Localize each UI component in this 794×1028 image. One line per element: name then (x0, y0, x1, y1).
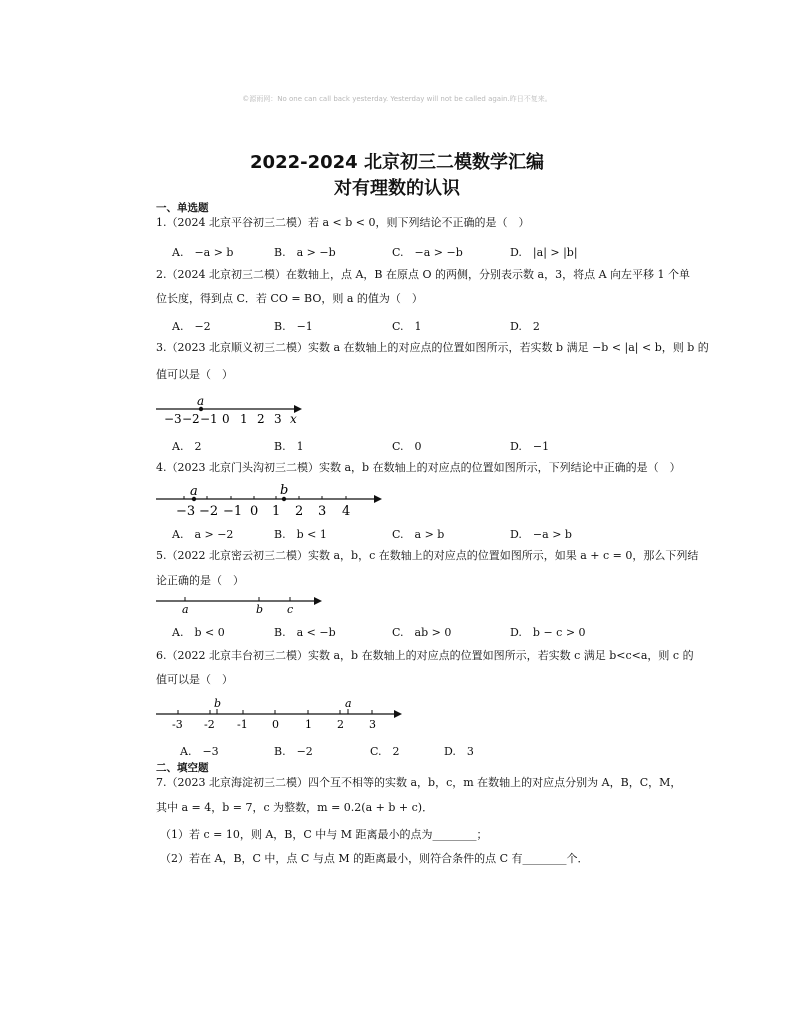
question-stem: 4.（2023 北京门头沟初三二模）实数 a，b 在数轴上的对应点的位置如图所示，下列结论中正确的是（ ） (156, 461, 681, 474)
tick-label: 1 (272, 504, 281, 519)
number-line-figure (156, 696, 416, 734)
tick-label: 1 (240, 412, 248, 426)
option: D. 2 (510, 320, 540, 333)
tick-label: 1 (305, 718, 312, 731)
point-label: a (190, 484, 198, 499)
tick-label: 3 (318, 504, 327, 519)
question-stem: 6.（2022 北京丰台初三二模）实数 a，b 在数轴上的对应点的位置如图所示，若实数 c 满足 b<c<a，则 c 的 (156, 649, 694, 662)
option: B. b < 1 (274, 528, 327, 541)
axis-name: x (290, 412, 297, 426)
question-stem: 2.（2024 北京初三二模）在数轴上，点 A，B 在原点 O 的两侧，分别表示数 a，3，将点 A 向左平移 1 个单 (156, 268, 690, 281)
tick-label: 3 (369, 718, 376, 731)
question-stem: 5.（2022 北京密云初三二模）实数 a，b，c 在数轴上的对应点的位置如图所示，如果 a + c = 0，那么下列结 (156, 549, 699, 562)
tick-label: -3 (172, 718, 183, 731)
option: A. 2 (172, 440, 202, 453)
tick-label: 3 (274, 412, 282, 426)
option: C. 0 (392, 440, 422, 453)
tick-label: −1 (200, 412, 218, 426)
option: A. b < 0 (172, 626, 225, 639)
point-label: b (256, 603, 264, 616)
point-label: b (280, 483, 289, 498)
option: A. −2 (172, 320, 211, 333)
arrow-icon (394, 710, 402, 718)
point-label: b (214, 697, 222, 710)
option: A. −a > b (172, 246, 234, 259)
number-line-figure (156, 592, 326, 616)
page-title: 2022-2024 北京初三二模数学汇编 (250, 152, 544, 173)
option: D. −a > b (510, 528, 572, 541)
point-label: a (182, 603, 189, 616)
question-stem: 值可以是（ ） (156, 673, 233, 686)
tick-label: −3 (164, 412, 182, 426)
tick-label: 0 (250, 504, 259, 519)
option: B. a > −b (274, 246, 336, 259)
point-label: a (197, 394, 205, 408)
tick-label: 2 (257, 412, 265, 426)
question-stem: 位长度，得到点 C．若 CO = BO，则 a 的值为（ ） (156, 292, 423, 305)
option: D. −1 (510, 440, 550, 453)
option: B. −1 (274, 320, 313, 333)
tick-label: 0 (222, 412, 230, 426)
question-stem: 其中 a = 4，b = 7，c 为整数，m = 0.2(a + b + c)． (156, 801, 434, 814)
question-stem: 1.（2024 北京平谷初三二模）若 a < b < 0，则下列结论不正确的是（ ） (156, 216, 530, 229)
sub-question: （1）若 c = 10，则 A，B，C 中与 M 距离最小的点为________； (160, 828, 488, 841)
question-stem: 7.（2023 北京海淀初三二模）四个互不相等的实数 a，b，c，m 在数轴上的对应点分别为 A，B，C，M， (156, 776, 682, 789)
section-heading: 二、填空题 (156, 762, 209, 774)
arrow-icon (314, 597, 322, 605)
question-stem: 论正确的是（ ） (156, 574, 244, 587)
option: C. ab > 0 (392, 626, 452, 639)
option: C. 2 (370, 745, 400, 758)
point-label: c (287, 603, 294, 616)
tick-label: −1 (223, 504, 243, 519)
option: D. b − c > 0 (510, 626, 586, 639)
option: C. −a > −b (392, 246, 463, 259)
option: B. 1 (274, 440, 304, 453)
tick-label: 2 (337, 718, 344, 731)
page-subtitle: 对有理数的认识 (334, 178, 460, 199)
option: A. −3 (180, 745, 219, 758)
section-heading: 一、单选题 (156, 202, 209, 214)
option: A. a > −2 (172, 528, 234, 541)
number-line-figure (156, 483, 386, 519)
option: C. a > b (392, 528, 445, 541)
option: B. a < −b (274, 626, 336, 639)
question-stem: 3.（2023 北京顺义初三二模）实数 a 在数轴上的对应点的位置如图所示，若实数 b 满足 −b < |a| < b，则 b 的 (156, 341, 709, 354)
tick-label: -2 (204, 718, 215, 731)
option: C. 1 (392, 320, 422, 333)
arrow-icon (374, 495, 382, 503)
option: D. |a| > |b| (510, 246, 578, 259)
tick-label: 4 (342, 504, 351, 519)
point-label: a (345, 697, 352, 710)
tick-label: −2 (199, 504, 219, 519)
watermark: ©源雨网：No one can call back yesterday. Yesterday will not be called again.昨日不复来。 (242, 95, 552, 103)
number-line-figure (156, 396, 306, 426)
tick-label: 2 (295, 504, 304, 519)
tick-label: -1 (237, 718, 248, 731)
tick-label: −3 (176, 504, 196, 519)
tick-label: −2 (182, 412, 200, 426)
question-stem: 值可以是（ ） (156, 368, 233, 381)
option: B. −2 (274, 745, 313, 758)
option: D. 3 (444, 745, 474, 758)
tick-label: 0 (272, 718, 279, 731)
sub-question: （2）若在 A，B，C 中，点 C 与点 M 的距离最小，则符合条件的点 C 有________个． (160, 852, 589, 865)
